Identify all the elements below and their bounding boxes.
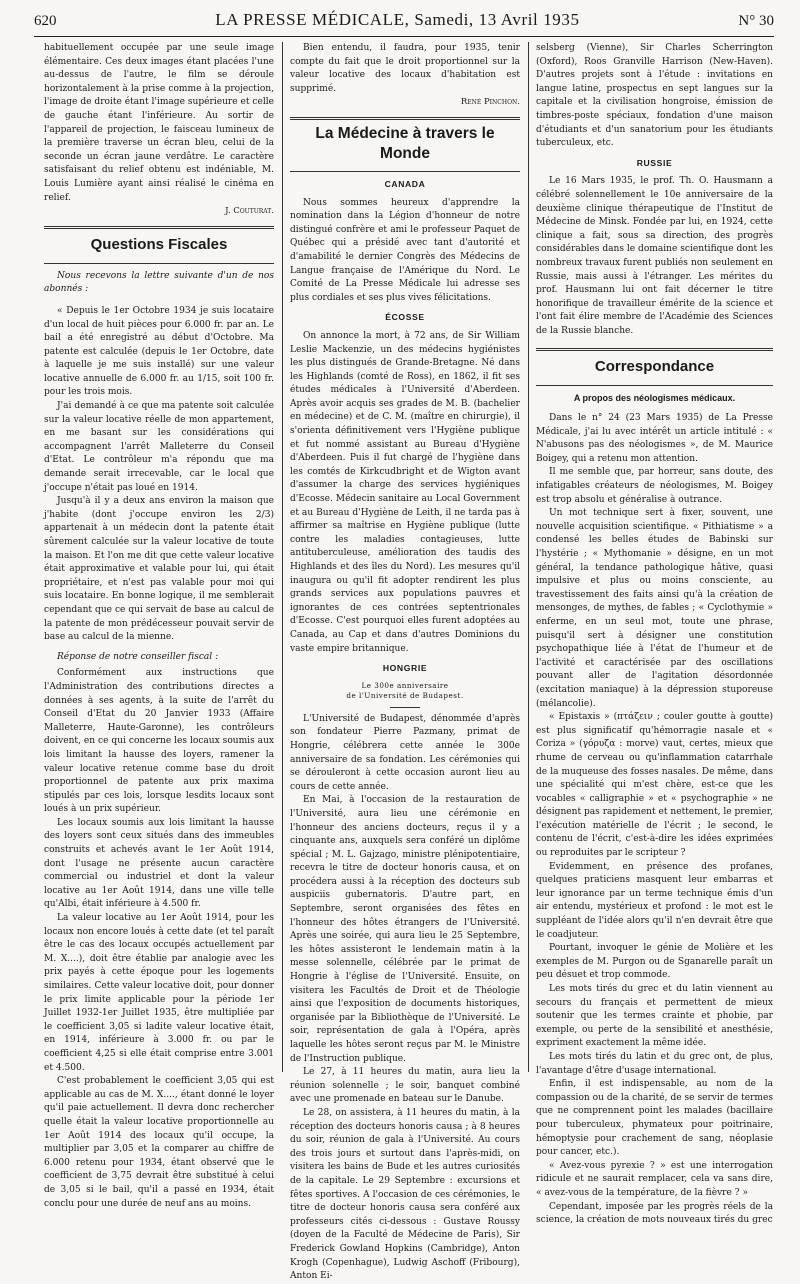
reply-paragraph: La valeur locative au 1er Août 1914, pour les locaux non encore loués à cette date (et tel paraît être le cas des locaux occupés actuellement par M. X....), doit être établie par analogie avec les prix payés à cette époque pour les logements similaires. Cette valeur locative doit, pour donner le prix limite applicable pour la période 1er Juillet 1932-1er Juillet 1935, être multipliée par le coefficient 3,05 si ladite valeur locative était, en 1914, inférieure à 3.000 fr. ou par le coefficient 4,25 si elle était comprise entre 3.001 et 4.500. — [44, 913, 274, 1073]
column-3 — [536, 42, 773, 1226]
section-title: Correspondance — [594, 358, 715, 376]
section-divider — [536, 385, 773, 386]
subheading-line: Le 300e anniversaire — [361, 680, 449, 690]
issue-date: Samedi, 13 Avril 1935 — [414, 10, 580, 29]
section-divider — [44, 226, 274, 229]
news-paragraph: En Mai, à l'occasion de la restauration de l'Université, aura lieu une cérémonie en l'honneur des anciens docteurs, reçus il y a cinquante ans, auxquels sera conféré un diplôme spécial ; M. L. Gajzago, ministre plénipotentiaire, recevra le titre de docteur honoris causa, et on procédera aussi à la réception des docteurs sub auspiciis gubernatoris. D'autre part, en Septembre, seront organisées des fêtes en l'honneur des hôtes étrangers de l'Université. Après une soirée, qui aura lieu le 25 Septembre, les hôtes assisteront le lendemain matin à la messe solennelle, célébrée par le primat de Hongrie à l'église de l'Université. Ensuite, on visitera les Facultés de Droit et de Théologie ainsi que l'exposition de documents historiques, organisée par la Bibliothèque de l'Université. Le soir, représentation de gala à l'Opéra, après laquelle les hôtes seront reçus par M. le Ministre de l'Instruction publique. — [290, 795, 520, 1064]
country-heading: HONGRIE — [382, 663, 428, 674]
article-text: habituellement occupée par une seule image élémentaire. Ces deux images étant placées l'une au-dessus de l'autre, le film se déroule horizontalement à la prise comme à la projection, l'image de droite étant l'image supérieure et celle de gauche étant l'inférieure. Au sortir de l'appareil de projection, le faisceau lumineux de la première traverse un écran bleu, celui de la seconde un écran jaune verdâtre. Le caractère satisfaisant du relief obtenu est indéniable, M. Louis Lumière ayant ainsi réalisé le cinéma en relief. — [44, 43, 274, 203]
section-divider — [536, 348, 773, 351]
letter-intro: Nous recevons la lettre suivante d'un de nos abonnés : — [44, 270, 274, 295]
header-rule — [34, 36, 774, 37]
reply-paragraph: Les locaux soumis aux lois limitant la hausse des loyers sont ceux situés dans des immeubles construits et achevés avant le 1er Août 1914, dont l'usage ne présente aucun caractère commercial ou industriel et dont la valeur locative au 1er Août 1914, dans une ville telle qu'Albi, était inférieure à 4.500 fr. — [44, 817, 274, 910]
reply-paragraph: C'est probablement le coefficient 3,05 qui est applicable au cas de M. X...., étant donné le loyer qu'il paie actuellement. Il devra donc rechercher quelle était la valeur locative proportionnelle au 1er Août 1914 des locaux qu'il occupe, la multiplier par 3,05 et la comparer au chiffre de 6.000 retenu pour 1934, étant observé que le coefficient de 3,75 devrait être substitué à celui de 3,05 si le bail, qu'il a passé en 1934, était conclu pour une durée de neuf ans au moins. — [44, 1076, 274, 1209]
article-text: Bien entendu, il faudra, pour 1935, tenir compte du fait que le droit proportionnel sur la valeur locative des locaux d'habitation est supprimé. — [290, 43, 520, 94]
column-2 — [290, 42, 520, 1282]
author-signature: René Pinchon. — [460, 97, 520, 108]
news-subheading — [290, 681, 520, 701]
correspondence-paragraph: Les mots tirés du grec et du latin viennent au secours du français et permettent de mieux soutenir que les termes crainte et phobie, par exemple, ou perte de la sensibilité et anesthésie, expriment exactement la même idée. — [536, 984, 773, 1049]
section-title: La Médecine à travers le Monde — [315, 124, 495, 162]
correspondence-paragraph: « Avez-vous pyrexie ? » est une interrogation ridicule et ne saurait remplacer, cela va sans dire, « avez-vous de la température, de la fièvre ? » — [536, 1160, 773, 1198]
journal-name: LA PRESSE MÉDICALE, — [215, 10, 410, 29]
column-1 — [44, 42, 274, 1209]
page-header — [34, 10, 774, 34]
short-divider — [390, 707, 420, 708]
running-head — [215, 10, 579, 30]
subheading-line: de l'Université de Budapest. — [346, 690, 464, 700]
page-number: 620 — [34, 13, 57, 29]
section-divider — [290, 171, 520, 172]
section-divider — [290, 117, 520, 120]
reply-heading: Réponse de notre conseiller fiscal : — [57, 651, 219, 662]
correspondence-paragraph: Les mots tirés du latin et du grec ont, de plus, l'avantage d'être d'usage international. — [536, 1051, 773, 1076]
correspondence-paragraph: Pourtant, invoquer le génie de Molière et les exemples de M. Purgon ou de Sganarelle paraît un peu désuet et trop commode. — [536, 943, 773, 981]
issue-number: N° 30 — [738, 13, 774, 29]
news-paragraph: On annonce la mort, à 72 ans, de Sir William Leslie Mackenzie, un des médecins hygiénistes les plus distingués de Grande-Bretagne. Né dans les Highlands (comté de Ross), en 1862, il fit ses études médicales à l'Université d'Aberdeen. Après avoir acquis ses grades de M. B. (bachelier en médecine) et de C. M. (maître en chirurgie), il s'orienta définitivement vers l'Hygiène publique et fut nommé assistant au Bureau d'Hygiène d'Aberdeen. Puis il fut chargé de l'hygiène dans les comtés de Kirkcudbright et de Wigton avant d'assumer la charge des services hygiéniques d'Ecosse. Médecin sanitaire au Local Government et au Bureau d'Hygiène de Leith, il ne tarda pas à affirmer sa maîtrise en Hygiène publique (lutte contre les maladies contagieuses, lutte antituberculeuse, amélioration des taudis des Highlands et des îles du Nord). Les mesures qu'il inaugura ou qu'il fit adopter rendirent les plus grands services aux populations pauvres et ignorantes de ces contrées septentrionales d'Ecosse. C'est pourquoi elles furent adoptées au Canada, au Cap et dans d'autres Dominions du vaste empire britannique. — [290, 330, 520, 654]
reply-paragraph: Conformément aux instructions que l'Administration des contributions directes a données à ses agents, à la suite de l'arrêt du Conseil d'Etat du 20 Janvier 1933 (Affaire Malleterre, Haute-Garonne), les contrôleurs doivent, en ce qui concerne les locaux soumis aux lois limitant la hausse des loyers, ramener la valeur locative retenue comme base du droit proportionnel de patente aux prix maxima stipulés par ces lois, lorsque lesdits locaux sont loués à un prix supérieur. — [44, 668, 274, 815]
country-heading: CANADA — [384, 178, 426, 189]
section-divider — [44, 263, 274, 264]
country-heading: ÉCOSSE — [385, 312, 425, 323]
news-paragraph: selsberg (Vienne), Sir Charles Scherrington (Oxford), Roos Granville Harrison (New-Haven). D'autres projets sont à l'étude : invitations en langue latine, prospectus en sept langues sur la capitale et la civilisation hongroise, émission de timbres-poste spéciaux, fondation d'une maison d'étudiants et d'un sanatorium pour les étudiants tuberculeux, etc. — [536, 43, 773, 149]
news-paragraph: L'Université de Budapest, dénommée d'après son fondateur Pierre Pazmany, primat de Hongrie, célébrera cette année le 300e anniversaire de sa fondation. Les cérémonies qui se dérouleront à cette occasion auront lieu au cours de cette année. — [290, 713, 520, 792]
author-signature: J. Couturat. — [225, 206, 274, 217]
article-subtitle: A propos des néologismes médicaux. — [573, 393, 736, 404]
column-rule-2 — [528, 42, 529, 1072]
correspondence-paragraph: Dans le n° 24 (23 Mars 1935) de La Presse Médicale, j'ai lu avec intérêt un article intitulé : « N'abusons pas des néologismes », de M. Maurice Boigey, qui a retenu mon attention. — [536, 413, 773, 464]
news-paragraph: Le 16 Mars 1935, le prof. Th. O. Hausmann a célébré solennellement le 10e anniversaire de la deuxième clinique thérapeutique de l'Institut de Médecine de Minsk. Fondée par lui, en 1924, cette clinique a fait, sous sa direction, des progrès considérables dans le domaine scientifique dont les nombreux travaux furent publiés non seulement en Russie, mais aussi à l'étranger. Les mérites du prof. Hausmann lui ont fait décerner le titre honorifique de travailleur émérite de la science et l'ont fait élire membre de l'Académie des Sciences de la Russie blanche. — [536, 176, 773, 336]
correspondence-paragraph: « Epistaxis » (πτάζειν ; couler goutte à goutte) est plus significatif qu'hémorragie nasale et « Coriza » (γόρυζα : morve) vaut, certes, mieux que rhume de cerveau ou qu'inflammation catarrhale de la muqueuse des fosses nasales. De même, dans une spécialité qui m'est chère, est-ce que les vocables « calligraphie » et « psychographie » ne désignent pas rapidement et nettement, le premier, l'exécution matérielle de l'écrit ; le second, le contenu de l'écrit, c'est-à-dire les idées exprimées ou reproduites par le scripteur ? — [536, 712, 773, 859]
correspondence-paragraph: Il me semble que, par horreur, sans doute, des infatigables créateurs de néologismes, M. Boigey est trop absolu et généralise à outrance. — [536, 467, 773, 505]
correspondence-paragraph: Enfin, il est indispensable, au nom de la compassion ou de la charité, de se servir de termes que ne comprennent point les malades (bacillaire pour tuberculeux, phymateux pour poitrinaire, hémoptysie pour crachement de sang, néoplasie pour cancer, etc.). — [536, 1079, 773, 1158]
country-heading: RUSSIE — [636, 157, 673, 168]
column-rule-1 — [282, 42, 283, 1072]
letter-paragraph: « Depuis le 1er Octobre 1934 je suis locataire d'un local de huit pièces pour 6.000 fr. par an. Le bail a été enregistré au début d'Octobre. Ma patente est calculée (depuis le 1er Octobre, date à laquelle je me suis installé) sur une valeur locative annuelle de 6.000 fr. au 1/15, soit 100 fr. pour les trois mois. — [44, 305, 274, 398]
news-paragraph: Le 28, on assistera, à 11 heures du matin, à la réception des docteurs honoris causa ; à 8 heures du soir, réunion de gala à l'Université. Au cours des trois jours et surtout dans l'après-midi, on visitera les bains de Bude et les autres curiosités de la capitale. Le 29 Septembre : excursions et fêtes sportives. A l'occasion de ces cérémonies, le titre de docteur honoris causa sera conféré aux professeurs cités ci-dessous : Gustave Roussy (doyen de la Faculté de Médecine de Paris), Sir Frederick Gowland Hopkins (Cambridge), Anton Krogh (Copenhague), Ludwig Aschoff (Fribourg), Anton Ei- — [290, 1107, 520, 1282]
correspondence-paragraph: Un mot technique sert à fixer, souvent, une nouvelle acquisition scientifique. « Pithiatisme » a condensé les belles études de Babinski sur l'hystérie ; « Mythomanie » désigne, en un mot général, la tendance pathologique hâtive, quasi impulsive et plus ou moins consciente, au travestissement des faits ainsi qu'à la création de mensonges, de mythes, de fables ; « Cyclothymie » enferme, en un seul mot, toute une phrase, puisqu'il sert à désigner une constitution psychopathique liée à l'état de l'humeur et de l'activité et caractérisée par des oscillations pouvant aller de l'agitation désordonnée (excitation maniaque) à la dépression stuporeuse (mélancolie). — [536, 508, 773, 709]
news-paragraph: Nous sommes heureux d'apprendre la nomination dans la Légion d'honneur de notre distingué confrère et ami le professeur Paquet de Québec qui a présidé avec tant d'autorité et d'amabilité le dernier Congrès des Médecins de Langue française de l'Amérique du Nord. Le Comité de La Presse Médicale lui adresse ses plus cordiales et ses plus vives félicitations. — [290, 197, 520, 303]
correspondence-paragraph: Cependant, imposée par les progrès réels de la science, la création de mots nouveaux tirés du grec — [536, 1201, 773, 1226]
section-title: Questions Fiscales — [90, 235, 228, 253]
news-paragraph: Le 27, à 11 heures du matin, aura lieu la réunion solennelle ; le soir, banquet combiné avec une promenade en bateau sur le Danube. — [290, 1067, 520, 1105]
letter-paragraph: J'ai demandé à ce que ma patente soit calculée sur la valeur locative réelle de mon appartement, en me basant sur les considérations qui accompagnent l'arrêt Malleterre du Conseil d'Etat. Le contrôleur m'a répondu que ma demande serait irrecevable, car le local que j'occupe n'était pas loué en 1914. — [44, 401, 274, 493]
correspondence-paragraph: Evidemment, en présence des profanes, quelques praticiens masquent leur embarras et leur ignorance par un terme technique émis d'un air entendu, mystérieux et profond : le mot est le suppléant de l'idée alors qu'il n'en devrait être que le coadjuteur. — [536, 861, 773, 940]
letter-paragraph: Jusqu'à il y a deux ans environ la maison que j'habite (dont j'occupe environ les 2/3) appartenait à un médecin dont la patente était sûrement calculée sur la valeur locative de toute la maison. Et l'on me dit que cette valeur locative était approximative et valable pour lui, qui était propriétaire, et n'est pas valable pour moi qui suis locataire. En bonne logique, il me semblerait cependant que ce qui servait de base au calcul de la patente de mon prédécesseur pouvait servir de base au calcul de la mienne. — [44, 496, 274, 643]
